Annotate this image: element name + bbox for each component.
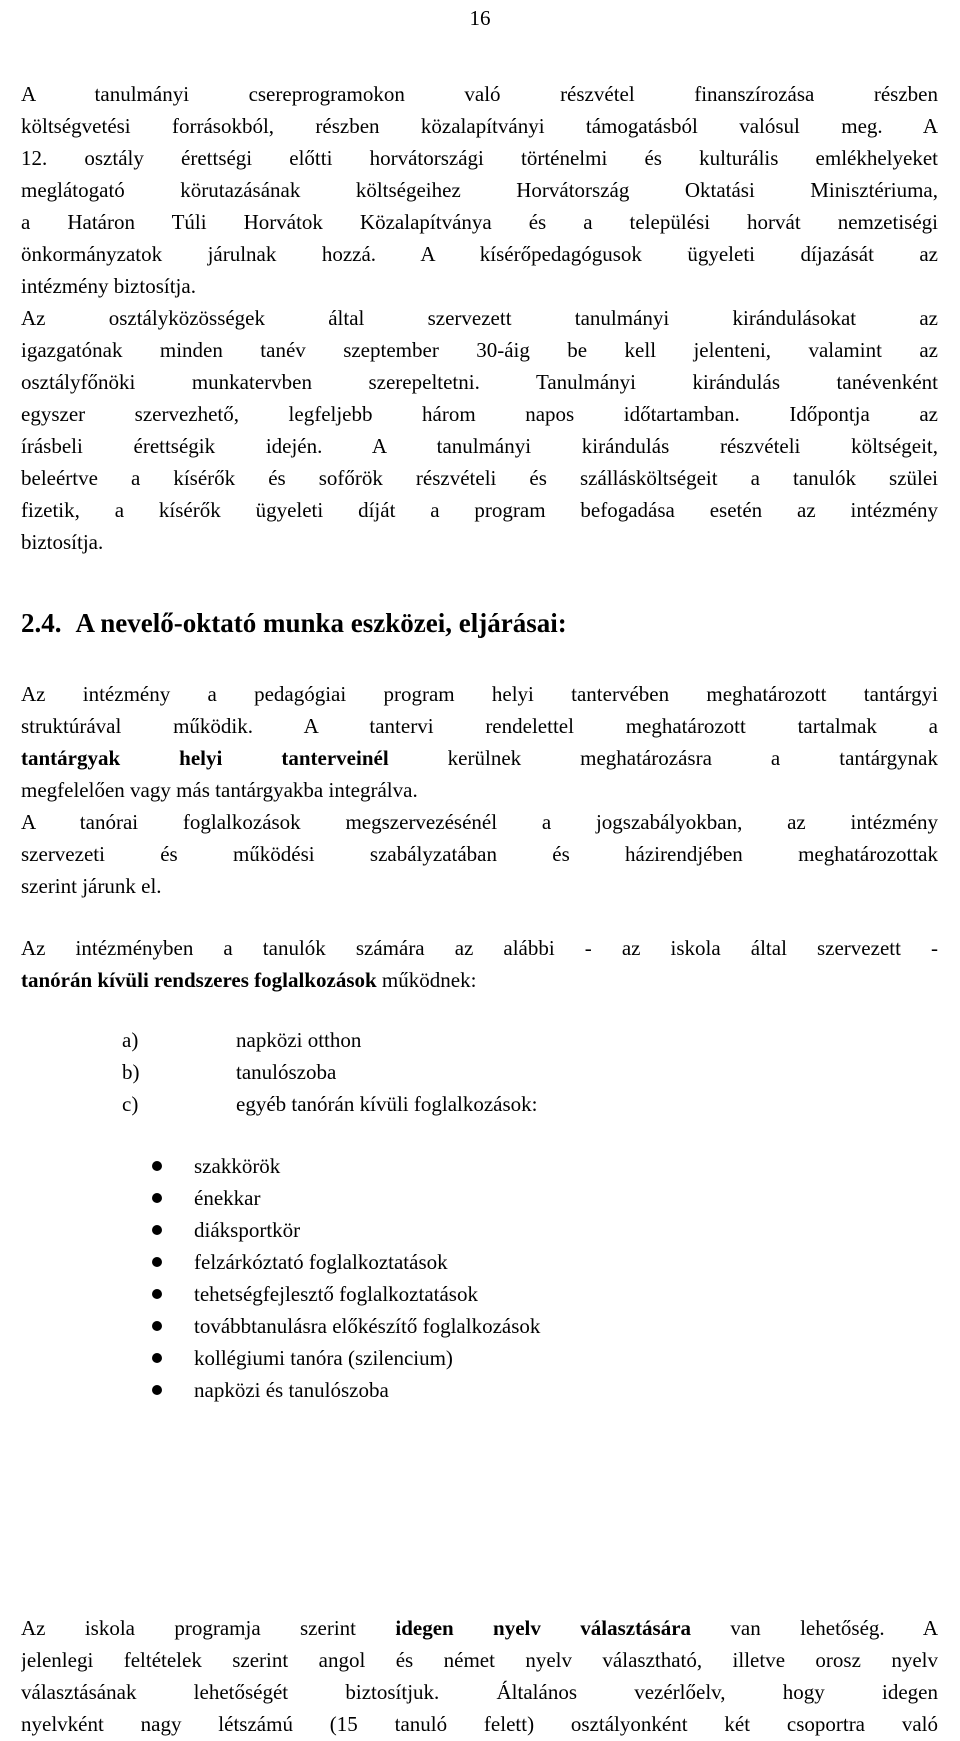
paragraph-line: 12. osztály érettségi előtti horvátországi történelmi és kulturális emlékhelyeket [21, 146, 938, 170]
bullet-icon [152, 1225, 162, 1235]
paragraph-line: szerint járunk el. [21, 874, 162, 898]
paragraph-line: fizetik, a kísérők ügyeleti díját a program befogadása esetén az intézmény [21, 498, 938, 522]
paragraph-line: nyelvként nagy létszámú (15 tanuló felett) osztályonként két csoportra való [21, 1712, 938, 1736]
paragraph-line: egyszer szervezhető, legfeljebb három napos időtartamban. Időpontja az [21, 402, 938, 426]
bullet-icon [152, 1321, 162, 1331]
paragraph-line: A tanórai foglalkozások megszervezésénél a jogszabályokban, az intézmény [21, 810, 938, 834]
bold-phrase: tanórán kívüli rendszeres foglalkozások [21, 968, 377, 992]
paragraph-funding [21, 78, 938, 302]
section-title: A nevelő-oktató munka eszközei, eljárásai: [75, 608, 567, 638]
paragraph-line: Az intézmény a pedagógiai program helyi tantervében meghatározott tantárgyi [21, 682, 938, 706]
bullet-icon [152, 1289, 162, 1299]
paragraph-line: a Határon Túli Horvátok Közalapítványa és a települési horvát nemzetiségi [21, 210, 938, 234]
bullet-icon [152, 1257, 162, 1267]
paragraph-excursions [21, 302, 938, 558]
paragraph-line: szervezeti és működési szabályzatában és házirendjében meghatározottak [21, 842, 938, 866]
paragraph-line: tantárgyak helyi tanterveinél kerülnek meghatározásra a tantárgynak [21, 746, 938, 770]
paragraph-curriculum [21, 678, 938, 902]
bullet-icon [152, 1161, 162, 1171]
paragraph-line: jelenlegi feltételek szerint angol és német nyelv választható, illetve orosz nyelv [21, 1648, 938, 1672]
bullet-icon [152, 1193, 162, 1203]
page-number: 16 [469, 6, 491, 30]
section-heading [21, 605, 567, 641]
paragraph-line: önkormányzatok járulnak hozzá. A kísérőpedagógusok ügyeleti díjazását az [21, 242, 938, 266]
paragraph-line: írásbeli érettségik idején. A tanulmányi kirándulás részvételi költségeit, [21, 434, 938, 458]
paragraph-line: tanórán kívüli rendszeres foglalkozások működnek: [21, 968, 477, 992]
paragraph-line: Az osztályközösségek által szervezett tanulmányi kirándulásokat az [21, 306, 938, 330]
paragraph-line: biztosítja. [21, 530, 104, 554]
paragraph-line: Az iskola programja szerint idegen nyelv választására van lehetőség. A [21, 1616, 938, 1640]
bold-phrase: tantárgyak helyi tanterveinél [21, 746, 389, 770]
paragraph-languages [21, 1612, 938, 1740]
bold-phrase: idegen nyelv választására [395, 1616, 692, 1640]
paragraph-line: osztályfőnöki munkatervben szerepeltetni. Tanulmányi kirándulás tanévenként [21, 370, 938, 394]
paragraph-line: meglátogató körutazásának költségeihez Horvátország Oktatási Minisztériuma, [21, 178, 938, 202]
paragraph-line: A tanulmányi csereprogramokon való részvétel finanszírozása részben [21, 82, 938, 106]
paragraph-line: megfelelően vagy más tantárgyakba integrálva. [21, 778, 418, 802]
paragraph-extracurricular [21, 932, 938, 996]
paragraph-line: költségvetési forrásokból, részben közalapítványi támogatásból valósul meg. A [21, 114, 938, 138]
bullet-icon [152, 1385, 162, 1395]
paragraph-line: választásának lehetőségét biztosítjuk. Általános vezérlőelv, hogy idegen [21, 1680, 938, 1704]
paragraph-line: igazgatónak minden tanév szeptember 30-áig be kell jelenteni, valamint az [21, 338, 938, 362]
paragraph-line: Az intézményben a tanulók számára az alábbi - az iskola által szervezett - [21, 936, 938, 960]
paragraph-line: intézmény biztosítja. [21, 274, 196, 298]
paragraph-line: struktúrával működik. A tantervi rendelettel meghatározott tartalmak a [21, 714, 938, 738]
section-number: 2.4. [21, 608, 62, 638]
paragraph-line: beleértve a kísérők és sofőrök részvételi és szállásköltségeit a tanulók szülei [21, 466, 938, 490]
bullet-icon [152, 1353, 162, 1363]
